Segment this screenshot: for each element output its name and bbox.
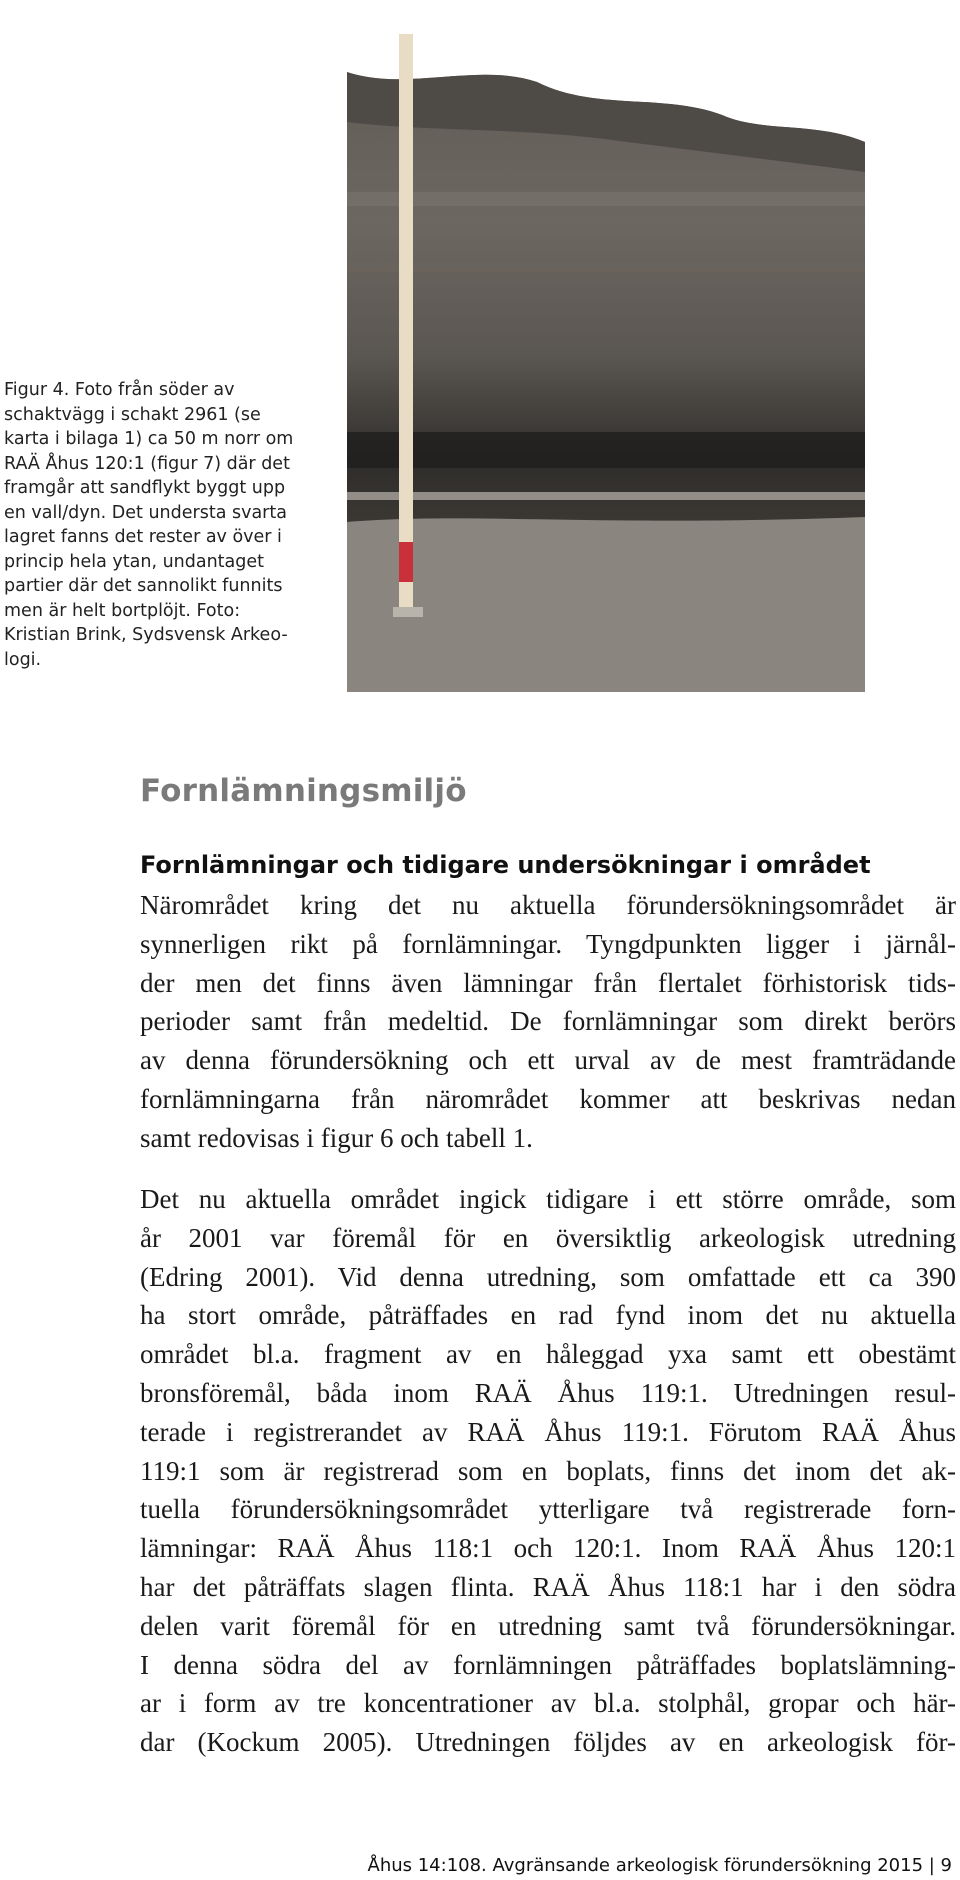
caption-line: RAÄ Åhus 120:1 (figur 7) där det — [4, 453, 290, 474]
text-line: synnerligen rikt på fornlämningar. Tyngdpunkten ligger i järnål- — [140, 928, 956, 959]
caption-line: partier där det sannolikt funnits — [4, 576, 283, 596]
caption-line: men är helt bortplöjt. Foto: — [4, 600, 241, 621]
text-line: tuella förundersökningsområdet ytterligare två registrerade forn- — [140, 1494, 956, 1525]
text-line: ar i form av tre koncentrationer av bl.a. stolphål, gropar och här- — [140, 1688, 956, 1719]
text-line: 119:1 som är registrerad som en boplats, finns det inom det ak- — [140, 1455, 956, 1486]
paragraph — [140, 886, 956, 1158]
text-line: bronsföremål, båda inom RAÄ Åhus 119:1. Utredningen resul- — [140, 1377, 956, 1408]
photo-illustration — [347, 22, 865, 692]
text-line: av denna förundersökning och ett urval av de mest framträdande — [140, 1045, 956, 1076]
text-line: I denna södra del av fornlämningen påträffades boplatslämning- — [140, 1649, 956, 1680]
caption-line: lagret fanns det rester av över i — [4, 527, 282, 547]
text-line: har det påträffats slagen flinta. RAÄ Åhus 118:1 har i den södra — [140, 1571, 956, 1602]
caption-line: en vall/dyn. Det understa svarta — [4, 502, 287, 523]
caption-line: Figur 4. Foto från söder av — [4, 380, 235, 400]
subsection-title: Fornlämningar och tidigare undersökningar i området — [140, 851, 871, 879]
section-title: Fornlämningsmiljö — [140, 773, 467, 809]
text-line: delen varit föremål för en utredning samt två förundersökningar. — [140, 1610, 956, 1641]
caption-line: karta i bilaga 1) ca 50 m norr om — [4, 429, 294, 449]
text-line: der men det finns även lämningar från flertalet förhistorisk tids- — [140, 967, 956, 998]
trench-wall-photo — [347, 22, 865, 692]
text-line: fornlämningarna från närområdet kommer att beskrivas nedan — [140, 1083, 956, 1114]
paragraph — [140, 1180, 956, 1762]
caption-line: schaktvägg i schakt 2961 (se — [4, 404, 261, 425]
figure-caption — [4, 378, 294, 672]
text-line: Det nu aktuella området ingick tidigare i ett större område, som — [140, 1184, 956, 1214]
text-line: perioder samt från medeltid. De fornlämningar som direkt berörs — [140, 1006, 956, 1037]
text-line: Närområdet kring det nu aktuella förundersökningsområdet är — [140, 890, 956, 920]
text-line: området bl.a. fragment av en håleggad yxa samt ett obestämt — [140, 1339, 956, 1370]
caption-line: framgår att sandflykt byggt upp — [4, 478, 286, 498]
caption-line: princip hela ytan, undantaget — [4, 551, 265, 572]
text-line: lämningar: RAÄ Åhus 118:1 och 120:1. Inom RAÄ Åhus 120:1 — [140, 1533, 956, 1564]
text-line: ha stort område, påträffades en rad fynd inom det nu aktuella — [140, 1300, 956, 1331]
text-line: terade i registrerandet av RAÄ Åhus 119:1. Förutom RAÄ Åhus — [140, 1416, 956, 1447]
text-line: samt redovisas i figur 6 och tabell 1. — [140, 1122, 533, 1153]
caption-line: logi. — [4, 649, 42, 670]
caption-line: Kristian Brink, Sydsvensk Arkeo- — [4, 625, 288, 645]
text-line: år 2001 var föremål för en översiktlig arkeologisk utredning — [140, 1222, 956, 1253]
page-footer: Åhus 14:108. Avgränsande arkeologisk förundersökning 2015 | 9 — [367, 1855, 952, 1876]
text-line: (Edring 2001). Vid denna utredning, som omfattade ett ca 390 — [140, 1261, 956, 1292]
text-line: dar (Kockum 2005). Utredningen följdes av en arkeologisk för- — [140, 1727, 956, 1758]
